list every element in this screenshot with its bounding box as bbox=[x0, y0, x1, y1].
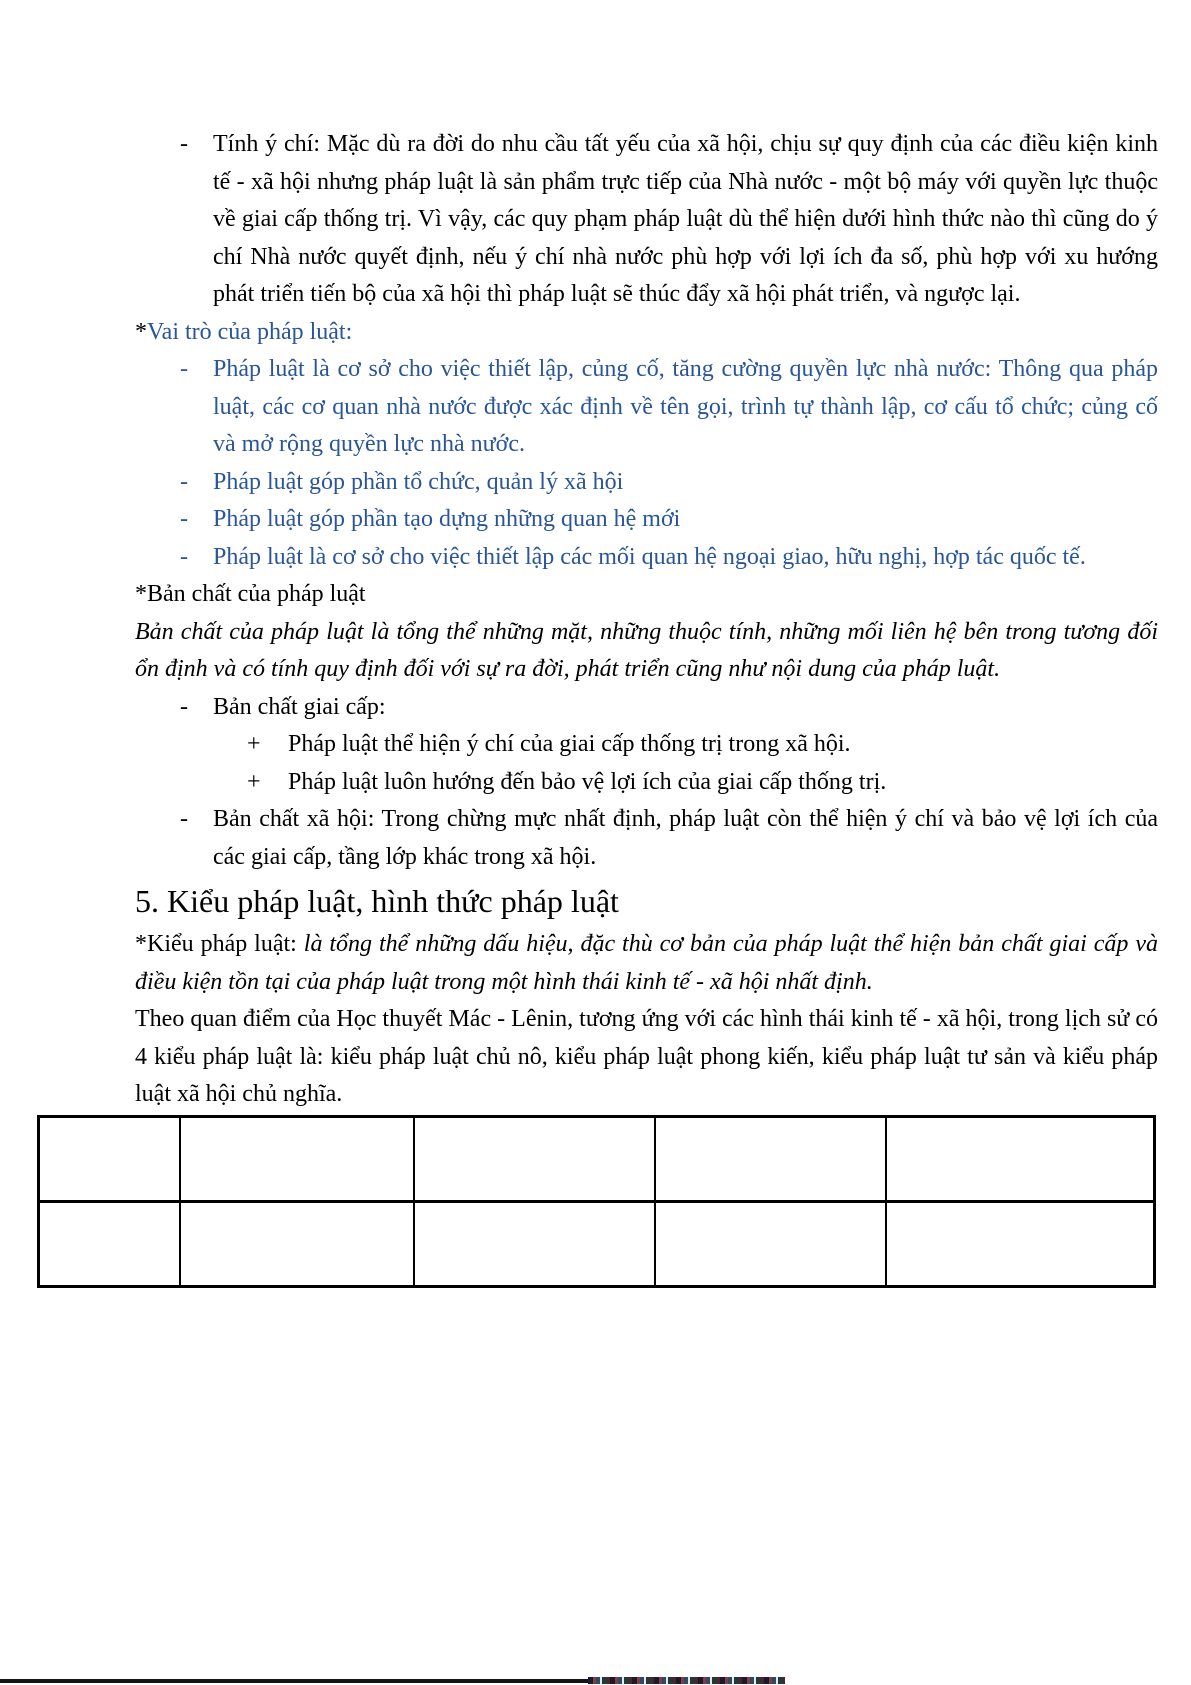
list-item-text: Bản chất giai cấp: bbox=[213, 693, 386, 720]
list-item-text: Bản chất xã hội: Trong chừng mực nhất định, pháp luật còn thể hiện ý chí và bảo vệ lợi ích của các giai cấp, tầng lớp khác trong xã hội. bbox=[213, 806, 1158, 870]
bullet-dash-marker: - bbox=[180, 506, 188, 532]
empty-comparison-table bbox=[37, 1115, 1156, 1288]
list-item-text: Tính ý chí: Mặc dù ra đời do nhu cầu tất yếu của xã hội, chịu sự quy định của các điều kiện kinh tế - xã hội nhưng pháp luật là sản phẩm trực tiếp của Nhà nước - một bộ máy với quyền lực thuộc về giai cấp thống trị. Vì vậy, các quy phạm pháp luật dù thể hiện dưới hình thức nào thì cũng do ý chí Nhà nước quyết định, nếu ý chí nhà nước phù hợp với lợi ích đa số, phù hợp với xu hướng phát triển tiến bộ của xã hội thì pháp luật sẽ thúc đẩy xã hội phát triển, và ngược lại. bbox=[213, 131, 1158, 307]
bullet-plus-marker: + bbox=[247, 731, 261, 757]
vai-tro-title: Vai trò của pháp luật: bbox=[147, 318, 353, 345]
table-row bbox=[39, 1116, 1155, 1201]
list-item-giai-cap bbox=[135, 689, 1158, 727]
ban-chat-title: Bản chất của pháp luật bbox=[147, 581, 366, 607]
list-item-xa-hoi bbox=[135, 801, 1158, 876]
sub-item-text: Pháp luật luôn hướng đến bảo vệ lợi ích của giai cấp thống trị. bbox=[288, 768, 887, 795]
table-cell bbox=[414, 1116, 655, 1201]
bullet-plus-marker: + bbox=[247, 768, 261, 795]
section-5-heading: 5. Kiểu pháp luật, hình thức pháp luật bbox=[135, 883, 619, 919]
bullet-dash-marker: - bbox=[180, 543, 188, 570]
kieu-phap-luat-paragraph bbox=[135, 926, 1158, 1001]
list-item-vai-tro-4 bbox=[135, 539, 1158, 577]
ban-chat-heading bbox=[135, 576, 1158, 614]
star-marker: * bbox=[135, 581, 147, 607]
table-cell bbox=[414, 1201, 655, 1286]
star-marker: * bbox=[135, 318, 147, 345]
list-item-text: Pháp luật là cơ sở cho việc thiết lập, củng cố, tăng cường quyền lực nhà nước: Thông qua pháp luật, các cơ quan nhà nước được xác định về tên gọi, trình tự thành lập, cơ cấu tổ chức; củng cố và mở rộng quyền lực nhà nước. bbox=[213, 356, 1158, 457]
bullet-dash-marker: - bbox=[180, 693, 188, 720]
sub-item-text: Pháp luật thể hiện ý chí của giai cấp thống trị trong xã hội. bbox=[288, 731, 851, 757]
bullet-dash-marker: - bbox=[180, 468, 188, 495]
table-cell bbox=[655, 1201, 886, 1286]
document-content bbox=[135, 126, 1158, 1288]
kieu-phap-luat-label: Kiểu pháp luật: bbox=[147, 931, 304, 957]
sub-item-giai-cap-1 bbox=[135, 726, 1158, 764]
bullet-dash-marker: - bbox=[180, 356, 188, 382]
table-cell bbox=[39, 1201, 180, 1286]
list-item-text: Pháp luật góp phần tạo dựng những quan hệ mới bbox=[213, 506, 681, 532]
table-cell bbox=[180, 1116, 414, 1201]
vai-tro-heading bbox=[135, 314, 1158, 352]
table-cell bbox=[886, 1116, 1155, 1201]
theo-quan-diem-paragraph: Theo quan điểm của Học thuyết Mác - Lênin, tương ứng với các hình thái kinh tế - xã hội, trong lịch sử có 4 kiểu pháp luật là: kiểu pháp luật chủ nô, kiểu pháp luật phong kiến, kiểu pháp luật tư sản và kiểu pháp luật xã hội chủ nghĩa. bbox=[135, 1006, 1158, 1107]
list-item-text: Pháp luật là cơ sở cho việc thiết lập các mối quan hệ ngoại giao, hữu nghị, hợp tác quốc tế. bbox=[213, 543, 1086, 570]
table-row bbox=[39, 1201, 1155, 1286]
bullet-dash-marker: - bbox=[180, 806, 188, 832]
sub-item-giai-cap-2 bbox=[135, 764, 1158, 802]
star-marker: * bbox=[135, 931, 147, 957]
ban-chat-definition: Bản chất của pháp luật là tổng thể những mặt, những thuộc tính, những mối liên hệ bên trong tương đối ổn định và có tính quy định đối với sự ra đời, phát triển cũng như nội dung của pháp luật. bbox=[135, 618, 1158, 682]
bullet-dash-marker: - bbox=[180, 131, 188, 157]
table-cell bbox=[39, 1116, 180, 1201]
page-bottom-cropped-bar bbox=[0, 1679, 588, 1683]
list-item-vai-tro-3 bbox=[135, 501, 1158, 539]
list-item-tinh-y-chi bbox=[135, 126, 1158, 314]
table-cell bbox=[180, 1201, 414, 1286]
kieu-phap-luat-definition: là tổng thể những dấu hiệu, đặc thù cơ bản của pháp luật thể hiện bản chất giai cấp và điều kiện tồn tại của pháp luật trong một hình thái kinh tế - xã hội nhất định. bbox=[135, 931, 1159, 995]
list-item-vai-tro-2 bbox=[135, 464, 1158, 502]
table-cell bbox=[886, 1201, 1155, 1286]
page-bottom-cropped-content bbox=[588, 1677, 785, 1684]
list-item-text: Pháp luật góp phần tổ chức, quản lý xã hội bbox=[213, 468, 624, 495]
list-item-vai-tro-1 bbox=[135, 351, 1158, 464]
table-cell bbox=[655, 1116, 886, 1201]
